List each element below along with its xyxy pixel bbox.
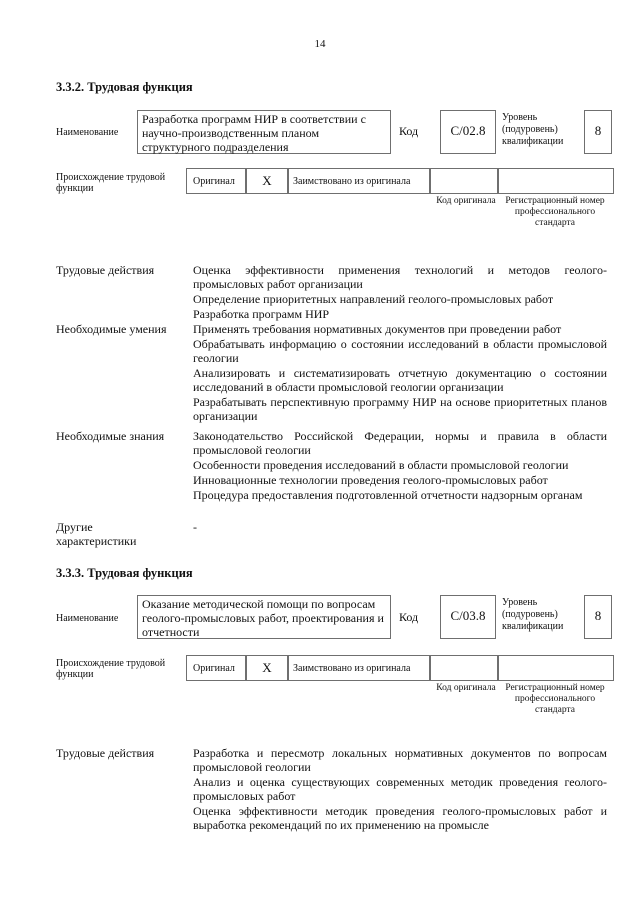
origin-label: Происхождение трудовой функции bbox=[56, 658, 166, 680]
function-name: Оказание методической помощи по вопросам геолого-промысловых работ, проектирования и отчетности bbox=[142, 597, 384, 639]
origin-mark: X bbox=[246, 655, 288, 681]
origin-table bbox=[186, 655, 614, 681]
section-heading: 3.3.2. Трудовая функция bbox=[56, 80, 193, 94]
code-box bbox=[440, 595, 496, 639]
code-original-caption: Код оригинала bbox=[436, 683, 496, 693]
section-heading: 3.3.3. Трудовая функция bbox=[56, 566, 193, 580]
origin-option: Оригинал bbox=[186, 655, 246, 681]
level-box bbox=[584, 110, 612, 154]
name-label: Наименование bbox=[56, 127, 119, 138]
code-value: С/03.8 bbox=[450, 608, 486, 623]
name-label: Наименование bbox=[56, 613, 119, 624]
function-name: Разработка программ НИР в соответствии с научно-производственным планом структурного подразделения bbox=[142, 112, 366, 154]
row-label-knowledge: Необходимые знания bbox=[56, 429, 165, 443]
level-value: 8 bbox=[594, 608, 602, 623]
borrowed-label: Заимствовано из оригинала bbox=[288, 655, 430, 681]
function-name-box bbox=[137, 595, 391, 639]
origin-option: Оригинал bbox=[186, 168, 246, 194]
row-actions bbox=[193, 263, 607, 322]
list-item: Законодательство Российской Федерации, нормы и правила в области промысловой геологии bbox=[193, 429, 607, 457]
row-skills bbox=[193, 322, 607, 424]
level-value: 8 bbox=[594, 123, 602, 138]
reg-number-caption: Регистрационный номер профессионального стандарта bbox=[505, 683, 605, 715]
list-item: Инновационные технологии проведения геолого-промысловых работ bbox=[193, 473, 548, 487]
row-label-actions: Трудовые действия bbox=[56, 263, 155, 277]
list-item: Оценка эффективности методик проведения геолого-промысловых работ и выработка рекомендаций по их применению на промысле bbox=[193, 804, 607, 832]
list-item: Определение приоритетных направлений геолого-промысловых работ bbox=[193, 292, 554, 306]
origin-label: Происхождение трудовой функции bbox=[56, 172, 166, 194]
page-number: 14 bbox=[314, 38, 326, 50]
code-value: С/02.8 bbox=[450, 123, 486, 138]
list-item: Разработка и пересмотр локальных нормативных документов по вопросам промысловой геологии bbox=[193, 746, 607, 774]
reg-number-cell bbox=[498, 168, 614, 194]
row-label-actions: Трудовые действия bbox=[56, 746, 155, 760]
code-box bbox=[440, 110, 496, 154]
reg-number-caption: Регистрационный номер профессионального стандарта bbox=[505, 196, 605, 228]
row-knowledge bbox=[193, 429, 607, 503]
list-item: Анализ и оценка существующих современных методик проведения геолого-промысловых работ bbox=[193, 775, 607, 803]
list-item: Обрабатывать информацию о состоянии исследований в области промысловой геологии bbox=[193, 337, 607, 365]
row-actions bbox=[193, 746, 607, 833]
list-item: Оценка эффективности применения технологий и методов геолого-промысловых работ организации bbox=[193, 263, 607, 291]
list-item: Разрабатывать перспективную программу НИР на основе приоритетных планов организации bbox=[193, 395, 607, 423]
row-label-skills: Необходимые умения bbox=[56, 322, 167, 336]
list-item: - bbox=[193, 520, 197, 534]
code-label: Код bbox=[399, 610, 419, 624]
code-original-caption: Код оригинала bbox=[436, 196, 496, 206]
reg-number-cell bbox=[498, 655, 614, 681]
code-original-cell bbox=[430, 655, 498, 681]
list-item: Процедура предоставления подготовленной отчетности надзорным органам bbox=[193, 488, 583, 502]
origin-mark: X bbox=[246, 168, 288, 194]
borrowed-label: Заимствовано из оригинала bbox=[288, 168, 430, 194]
list-item: Анализировать и систематизировать отчетную документацию о состоянии исследований в области промысловой геологии организации bbox=[193, 366, 607, 394]
code-original-cell bbox=[430, 168, 498, 194]
row-other bbox=[193, 520, 607, 535]
list-item: Особенности проведения исследований в области промысловой геологии bbox=[193, 458, 569, 472]
origin-table bbox=[186, 168, 614, 194]
row-label-other: Другие характеристики bbox=[56, 520, 137, 548]
level-label: Уровень (подуровень) квалификации bbox=[502, 112, 564, 147]
level-label: Уровень (подуровень) квалификации bbox=[502, 597, 564, 632]
list-item: Применять требования нормативных документов при проведении работ bbox=[193, 322, 562, 336]
function-name-box bbox=[137, 110, 391, 154]
level-box bbox=[584, 595, 612, 639]
list-item: Разработка программ НИР bbox=[193, 307, 330, 321]
code-label: Код bbox=[399, 124, 419, 138]
